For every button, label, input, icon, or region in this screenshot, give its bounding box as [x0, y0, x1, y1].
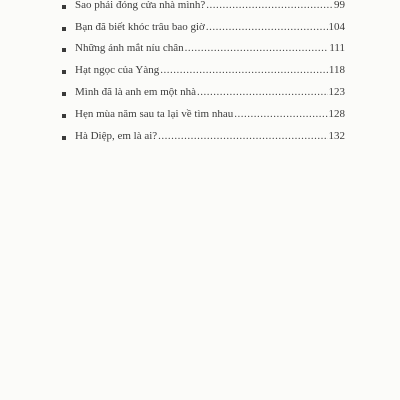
- dot-leader: [206, 0, 333, 12]
- toc-entry-body: [75, 42, 345, 55]
- toc-entry-body: [75, 86, 345, 99]
- bullet-icon: [62, 48, 66, 52]
- toc-entry-body: [75, 108, 345, 121]
- toc-entry-page: 104: [328, 20, 345, 33]
- toc-entry-title: Hà Diệp, em là ai?: [75, 129, 158, 142]
- toc-entry: [62, 121, 345, 143]
- bullet-icon: [62, 27, 66, 31]
- toc-entry-title: Bạn đã biết khóc trâu bao giờ: [75, 20, 205, 33]
- toc-entry-page: 128: [328, 107, 345, 120]
- toc-entry-page: 99: [334, 0, 345, 11]
- toc-entry-title: Hạt ngọc của Yàng: [75, 64, 160, 77]
- toc-entry: [62, 12, 345, 34]
- toc-entry-title: Sao phải đóng cửa nhà mình?: [75, 0, 206, 11]
- dot-leader: [234, 108, 327, 121]
- dot-leader: [185, 42, 329, 55]
- toc-entry-page: 118: [328, 64, 345, 77]
- bullet-icon: [62, 114, 66, 118]
- toc-entry-page: 123: [328, 86, 345, 99]
- toc-entry-title: Hẹn mùa năm sau ta lại về tìm nhau: [75, 107, 234, 120]
- toc-entry: [62, 34, 345, 56]
- bullet-icon: [62, 5, 66, 9]
- toc-entry: [62, 0, 345, 12]
- dot-leader: [206, 21, 328, 34]
- toc-entry-page: 132: [328, 129, 345, 142]
- toc-entry-body: [75, 64, 345, 77]
- bullet-icon: [62, 136, 66, 140]
- toc-entry-body: [75, 130, 345, 143]
- bullet-icon: [62, 92, 66, 96]
- dot-leader: [197, 86, 328, 99]
- toc-entry-page: 111: [329, 42, 345, 55]
- table-of-contents: [62, 0, 345, 143]
- toc-entry-body: [75, 21, 345, 34]
- bullet-icon: [62, 70, 66, 74]
- toc-entry-body: [75, 0, 345, 12]
- toc-entry: [62, 77, 345, 99]
- toc-entry-title: Mình đã là anh em một nhà: [75, 86, 196, 99]
- toc-entry: [62, 99, 345, 121]
- dot-leader: [158, 130, 327, 143]
- toc-entry: [62, 55, 345, 77]
- toc-entry-title: Những ánh mắt níu chân: [75, 42, 184, 55]
- dot-leader: [160, 64, 328, 77]
